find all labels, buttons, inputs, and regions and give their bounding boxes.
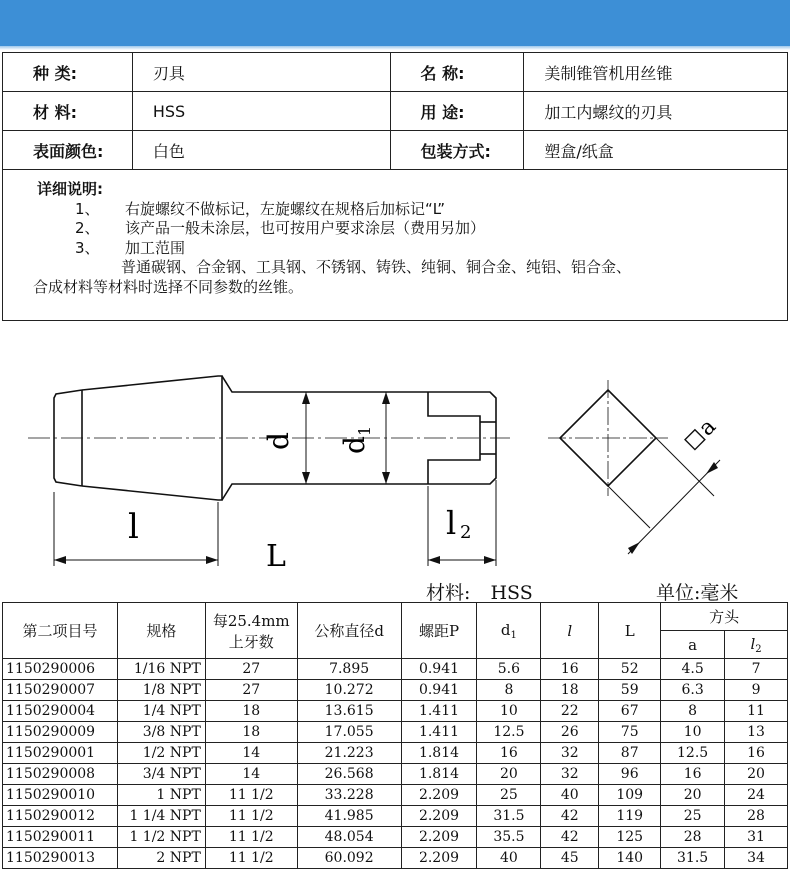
material-label: 材料: [426,582,471,604]
info-value: 美制锥管机用丝锥 [524,53,788,92]
info-label: 种 类: [3,53,133,92]
header-l2 [725,631,788,659]
cell-a: 31.5 [661,848,725,869]
header-tpi [205,603,297,659]
cell-a: 16 [661,764,725,785]
cell-l2: 34 [725,848,788,869]
label-L: L [266,539,286,574]
dim-a-line [628,460,720,554]
cell-code: 1150290009 [3,722,118,743]
description-item [37,200,787,220]
description-item [37,239,787,259]
cell-code: 1150290012 [3,806,118,827]
cell-code: 1150290006 [3,659,118,680]
cell-size: 1/2 NPT [117,743,205,764]
cell-l: 18 [541,680,599,701]
cell-l: 42 [541,827,599,848]
cell-pitch: 1.411 [401,701,477,722]
cell-L: 75 [599,722,661,743]
header-l2-sub: 2 [755,643,762,655]
header-row [3,603,788,631]
dim-a-ext [656,438,714,496]
description-title: 详细说明: [37,180,103,198]
header-shadow [0,46,790,50]
table-row [3,785,788,806]
cell-L: 125 [599,827,661,848]
table-row [3,806,788,827]
cell-pitch: 0.941 [401,680,477,701]
cell-tpi: 14 [205,743,297,764]
arrow-head [302,472,310,484]
cell-size: 1/4 NPT [117,701,205,722]
cell-L: 96 [599,764,661,785]
cell-pitch: 2.209 [401,785,477,806]
cell-a: 10 [661,722,725,743]
cell-a: 12.5 [661,743,725,764]
cell-a: 6.3 [661,680,725,701]
cell-pitch: 1.814 [401,743,477,764]
cell-L: 59 [599,680,661,701]
table-row [3,743,788,764]
cell-l: 42 [541,806,599,827]
label-l2: l [446,504,457,542]
cell-tpi: 11 1/2 [205,848,297,869]
cell-pitch: 2.209 [401,806,477,827]
cell-d1: 16 [477,743,541,764]
arrow-head [484,556,496,564]
cell-code: 1150290004 [3,701,118,722]
cell-pitch: 2.209 [401,848,477,869]
table-row [3,722,788,743]
info-value: 塑盒/纸盒 [524,131,788,170]
item-text: 加工范围 [125,238,186,257]
table-row [3,659,788,680]
cell-size: 2 NPT [117,848,205,869]
cell-l2: 9 [725,680,788,701]
cell-l2: 13 [725,722,788,743]
cell-dia: 60.092 [297,848,401,869]
cell-code: 1150290008 [3,764,118,785]
cell-dia: 17.055 [297,722,401,743]
cell-a: 8 [661,701,725,722]
unit-label: 单位: [656,582,701,604]
label-d1-sub: 1 [355,425,374,436]
spec-table [2,602,788,869]
cell-code: 1150290011 [3,827,118,848]
cell-L: 67 [599,701,661,722]
info-label: 表面颜色: [3,131,133,170]
cell-L: 109 [599,785,661,806]
description-item [37,219,787,239]
description-row [3,170,788,321]
cell-pitch: 1.411 [401,722,477,743]
cell-code: 1150290013 [3,848,118,869]
description-cell [3,170,788,321]
info-label: 材 料: [3,92,133,131]
tap-drawing [0,362,790,602]
header-l: l [541,603,599,659]
cell-d1: 12.5 [477,722,541,743]
header-d1 [477,603,541,659]
cell-d1: 35.5 [477,827,541,848]
cell-l2: 20 [725,764,788,785]
cell-pitch: 1.814 [401,764,477,785]
arrow-head [382,392,390,404]
cell-l: 22 [541,701,599,722]
cell-tpi: 11 1/2 [205,806,297,827]
cell-l: 32 [541,743,599,764]
label-l: l [128,507,139,547]
cell-size: 1/8 NPT [117,680,205,701]
info-value: HSS [132,92,390,131]
cell-pitch: 0.941 [401,659,477,680]
cell-d1: 5.6 [477,659,541,680]
header-bar [0,0,790,46]
cell-l: 45 [541,848,599,869]
header-d1-sub: 1 [510,629,517,641]
cell-a: 28 [661,827,725,848]
cell-tpi: 18 [205,701,297,722]
dim-a-ext [608,486,650,528]
header-tpi-line2: 上牙数 [228,632,274,651]
cell-l: 32 [541,764,599,785]
arrow-head [54,556,66,564]
table-row [3,848,788,869]
header-dia: 公称直径d [297,603,401,659]
cell-l2: 28 [725,806,788,827]
cell-d1: 10 [477,701,541,722]
cell-size: 1 NPT [117,785,205,806]
item-text: 右旋螺纹不做标记，左旋螺纹在规格后加标记“L” [125,199,445,218]
cell-l: 40 [541,785,599,806]
arrow-head [206,556,218,564]
cell-size: 3/4 NPT [117,764,205,785]
info-row [3,53,788,92]
material-value: HSS [490,582,533,604]
cell-size: 1/16 NPT [117,659,205,680]
cell-dia: 33.228 [297,785,401,806]
description-line: 普通碳钢、合金钢、工具钢、不锈钢、铸铁、纯铜、铜合金、纯铝、铝合金、 [121,258,632,276]
cell-dia: 13.615 [297,701,401,722]
arrow-head [428,556,440,564]
cell-dia: 7.895 [297,659,401,680]
cell-l: 26 [541,722,599,743]
header-tpi-line1: 每25.4mm [212,611,290,630]
info-value: 白色 [132,131,390,170]
cell-code: 1150290007 [3,680,118,701]
cell-L: 119 [599,806,661,827]
unit-note [656,578,738,605]
cell-dia: 26.568 [297,764,401,785]
cell-l2: 16 [725,743,788,764]
material-note [426,578,533,605]
label-d: d [262,432,295,450]
cell-code: 1150290010 [3,785,118,806]
cell-size: 1 1/2 NPT [117,827,205,848]
arrow-head [302,392,310,404]
cell-tpi: 14 [205,764,297,785]
cell-d1: 25 [477,785,541,806]
header-a: a [661,631,725,659]
table-row [3,764,788,785]
item-number: 1、 [75,199,100,218]
cell-tpi: 11 1/2 [205,827,297,848]
info-label: 包装方式: [390,131,524,170]
description-line: 合成材料等材料时选择不同参数的丝锥。 [33,277,304,296]
cell-a: 25 [661,806,725,827]
arrow-head [382,472,390,484]
item-number: 2、 [75,219,100,237]
cell-L: 140 [599,848,661,869]
cell-l: 16 [541,659,599,680]
cell-pitch: 2.209 [401,827,477,848]
cell-l2: 11 [725,701,788,722]
cell-size: 3/8 NPT [117,722,205,743]
header-size: 规格 [117,603,205,659]
unit-value: 毫米 [700,582,739,604]
info-label: 用 途: [390,92,524,131]
table-row [3,701,788,722]
table-row [3,827,788,848]
cell-dia: 41.985 [297,806,401,827]
header-pitch: 螺距P [401,603,477,659]
cell-code: 1150290001 [3,743,118,764]
header-square: 方头 [661,603,788,631]
square-symbol [685,430,705,450]
cell-size: 1 1/4 NPT [117,806,205,827]
header-l2-text: l [750,634,756,653]
info-row [3,92,788,131]
label-d1: d [338,436,371,454]
cell-tpi: 11 1/2 [205,785,297,806]
cell-tpi: 27 [205,680,297,701]
cell-L: 52 [599,659,661,680]
item-number: 3、 [75,238,100,257]
header-L: L [599,603,661,659]
cell-l2: 31 [725,827,788,848]
cell-d1: 20 [477,764,541,785]
cell-d1: 31.5 [477,806,541,827]
cell-d1: 40 [477,848,541,869]
cell-l2: 24 [725,785,788,806]
info-label: 名 称: [390,53,524,92]
cell-tpi: 27 [205,659,297,680]
info-value: 刃具 [132,53,390,92]
info-row [3,131,788,170]
cell-dia: 10.272 [297,680,401,701]
cell-l2: 7 [725,659,788,680]
product-info-table [2,52,788,321]
info-value: 加工内螺纹的刃具 [524,92,788,131]
cell-tpi: 18 [205,722,297,743]
cell-d1: 8 [477,680,541,701]
item-text: 该产品一般未涂层，也可按用户要求涂层（费用另加） [125,219,486,237]
cell-a: 4.5 [661,659,725,680]
header-code: 第二项目号 [3,603,118,659]
label-a: a [694,414,722,442]
cell-L: 87 [599,743,661,764]
cell-a: 20 [661,785,725,806]
label-l2-sub: 2 [460,522,472,543]
table-row [3,680,788,701]
header-d1-text: d [500,620,511,639]
cell-dia: 48.054 [297,827,401,848]
cell-dia: 21.223 [297,743,401,764]
